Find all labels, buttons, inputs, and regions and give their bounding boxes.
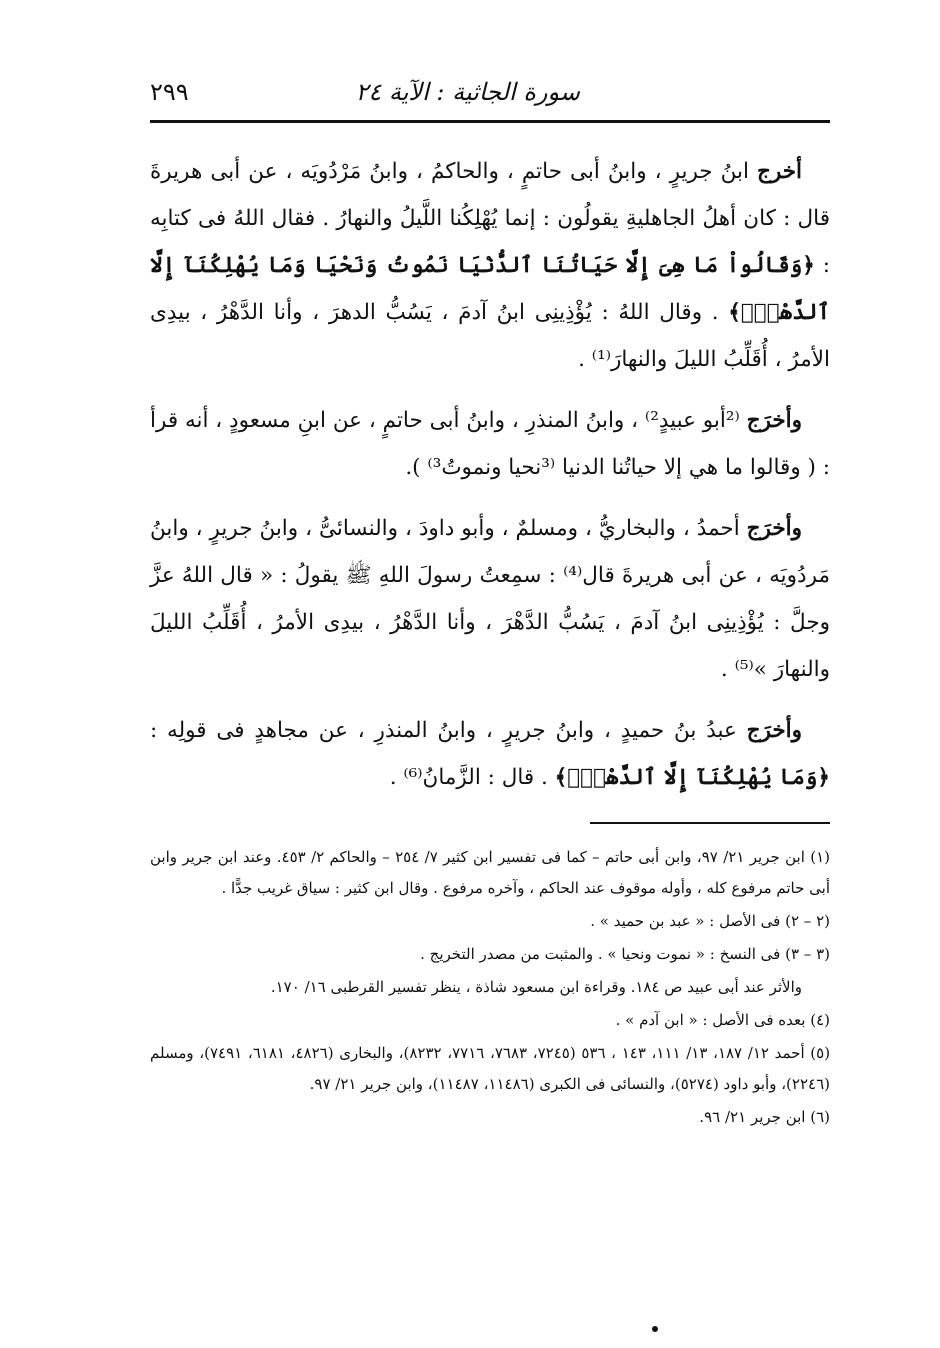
- paragraph-tail: . وقال اللهُ : يُؤْذِينِى ابنُ آدمَ ، يَسُبُّ الدهرَ ، وأنا الدَّهْرُ ، بيدِى الأمرُ ، أُقَلِّبُ الليلَ والنهارَ⁽¹⁾ .: [150, 300, 830, 372]
- paragraph-text: عبدُ بنُ حميدٍ ، وابنُ جريرٍ ، وابنُ المنذرِ ، عن مجاهدٍ فى قولِه :: [150, 718, 747, 743]
- paragraph-2: [150, 397, 830, 491]
- header-rule: [150, 120, 830, 123]
- footnote-4: (٤) بعده فى الأصل : « ابن آدم » .: [615, 1011, 830, 1029]
- quran-verse: ﴿وَقَالُواْ مَا هِىَ إِلَّا حَيَاتُنَا ٱلدُّنْيَا نَمُوتُ وَنَحْيَا وَمَا يُهْلِكُنَآ إِلَّا ٱلدَّهْرُۚ﴾: [150, 253, 830, 325]
- paragraph-lead: وأخرَج: [746, 516, 802, 541]
- running-title: سورة الجاثية : الآية ٢٤: [355, 78, 580, 106]
- footnote-2: (٢ – ٢) فى الأصل : « عبد بن حميد » .: [590, 912, 830, 930]
- paragraph-4: [150, 707, 830, 801]
- paragraph-1: [150, 148, 830, 383]
- paragraph-lead: وأخرَج: [746, 408, 802, 433]
- footnote-3: (٣ – ٣) فى النسخ : « نموت ونحيا » . والمثبت من مصدر التخريج .: [420, 945, 830, 963]
- page-mark-dot: [652, 1326, 658, 1332]
- paragraph-lead: أخرج: [756, 159, 802, 184]
- footnote-1: (١) ابن جرير ٢١/ ٩٧، وابن أبى حاتم – كما فى تفسير ابن كثير ٧/ ٢٥٤ – والحاكم ٢/ ٤٥٣. وعند ابن جرير وابن أبى حاتم مرفوع كله ، وأوله موقوف عند الحاكم ، وآخره مرفوع . وقال ابن كثير : سياق غريب جدًّا .: [150, 848, 831, 897]
- footnote-rule: [590, 822, 830, 824]
- footnote-3-continuation: والأثر عند أبى عبيد ص ١٨٤. وقراءة ابن مسعود شاذة ، ينظر تفسير القرطبى ١٦/ ١٧٠.: [270, 978, 802, 996]
- paragraph-lead: وأخرَج: [746, 718, 802, 743]
- paragraph-text: أحمدُ ، والبخاريُّ ، ومسلمٌ ، وأبو داودَ ، والنسائىُّ ، وابنُ جريرٍ ، وابنُ مَردُويَه ، عن أبى هريرةَ قال⁽⁴⁾ : سمِعتُ رسولَ اللهِ ﷺ يقولُ : « قال اللهُ عزَّ وجلَّ : يُؤْذِينِى ابنُ آدمَ ، يَسُبُّ الدَّهْرَ ، وأنا الدَّهْرُ ، بيدِى الأمرُ ، أُقَلِّبُ الليلَ والنهارَ »⁽⁵⁾ .: [150, 516, 830, 682]
- paragraph-3: [150, 505, 830, 693]
- paragraph-tail: . قال : الزَّمانُ⁽⁶⁾ .: [389, 765, 555, 790]
- paragraph-text: ابنُ جريرٍ ، وابنُ أبى حاتمٍ ، والحاكمُ ، وابنُ مَرْدُويَه ، عن أبى هريرةَ قال : كان أهلُ الجاهليةِ يقولُون : إنما يُهْلِكُنا اللَّيلُ والنهارُ . فقال اللهُ فى كتابِه :: [150, 159, 831, 278]
- footnote-5: (٥) أحمد ١٢/ ١٨٧، ١٣/ ١١١، ١٤٣ ، ٥٣٦ (٧٢٤٥، ٧٦٨٣، ٧٧١٦، ٨٢٣٢)، والبخارى (٤٨٢٦، ٦١٨١، ٧٤٩١)، ومسلم (٢٢٤٦)، وأبو داود (٥٢٧٤)، والنسائى فى الكبرى (١١٤٨٦، ١١٤٨٧)، وابن جرير ٢١/ ٩٧.: [150, 1044, 831, 1093]
- footnote-6: (٦) ابن جرير ٢١/ ٩٦.: [699, 1108, 830, 1126]
- page-number: ٢٩٩: [150, 78, 189, 106]
- page-header: [150, 72, 830, 120]
- main-text: [150, 148, 830, 815]
- footnotes: [150, 842, 830, 1135]
- quran-verse: ﴿وَمَا يُهْلِكُنَآ إِلَّا ٱلدَّهْرُۚ﴾: [554, 765, 830, 790]
- paragraph-text: ⁽²أبو عبيدٍ²⁾ ، وابنُ المنذرِ ، وابنُ أبى حاتمٍ ، عن ابنِ مسعودٍ ، أنه قرأ : ( وقالوا ما هي إلا حياتُنا الدنيا ⁽³نحيا ونموتُ³⁾ ).: [150, 408, 830, 480]
